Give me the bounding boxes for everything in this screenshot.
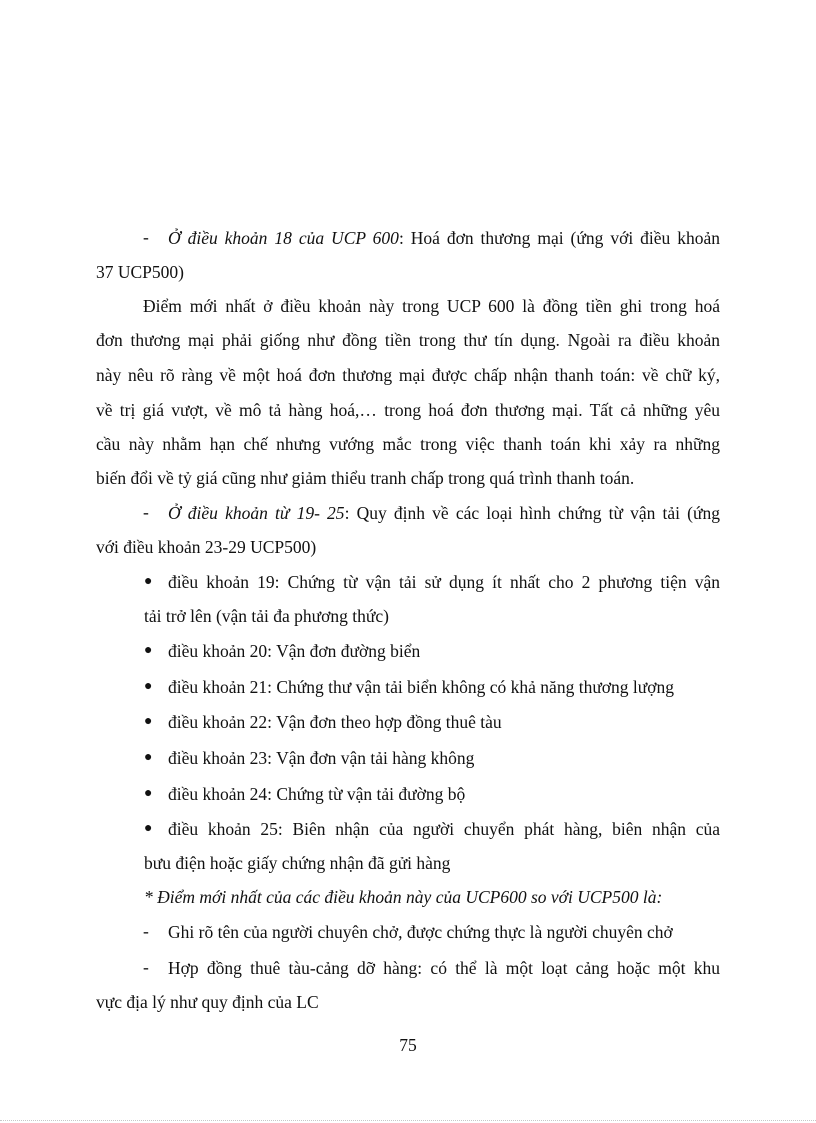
page-bottom-divider	[0, 1120, 816, 1121]
bullet-icon: ●	[144, 574, 153, 589]
bullet-icon: ●	[144, 786, 153, 801]
articles-19-25-heading-line	[168, 502, 720, 524]
articles-19-25-lead: Ở điều khoản từ 19- 25	[168, 503, 345, 523]
new-point-charter-party-line-1: Hợp đồng thuê tàu-cảng dỡ hàng: có thể là một loạt cảng hoặc một khu	[168, 958, 720, 978]
new-point-carrier-name: Ghi rõ tên của người chuyên chở, được chứng thực là người chuyên chở	[168, 922, 673, 942]
new-points-note: * Điểm mới nhất của các điều khoản này của UCP600 so với UCP500 là:	[144, 887, 663, 907]
body-line-4: về trị giá vượt, về mô tả hàng hoá,… trong hoá đơn thương mại. Tất cả những yêu	[96, 400, 720, 420]
articles-19-25-line-2: với điều khoản 23-29 UCP500)	[96, 537, 317, 557]
bullet-icon: ●	[144, 714, 153, 729]
article-18-rest: : Hoá đơn thương mại (ứng với điều khoản	[398, 228, 720, 248]
dash-marker: -	[143, 921, 149, 941]
page-number: 75	[399, 1035, 417, 1055]
body-line-6: biến đổi về tỷ giá cũng như giảm thiểu tranh chấp trong quá trình thanh toán.	[96, 468, 635, 488]
body-line-5: cầu này nhằm hạn chế nhưng vướng mắc trong việc thanh toán khi xảy ra những	[96, 434, 720, 454]
bullet-article-25-line-1: điều khoản 25: Biên nhận của người chuyển phát hàng, biên nhận của	[168, 819, 720, 839]
bullet-icon: ●	[144, 679, 153, 694]
bullet-article-19-line-1: điều khoản 19: Chứng từ vận tải sử dụng ít nhất cho 2 phương tiện vận	[168, 572, 720, 592]
bullet-icon: ●	[144, 750, 153, 765]
article-18-heading-line	[168, 227, 720, 249]
bullet-icon: ●	[144, 821, 153, 836]
bullet-article-24: điều khoản 24: Chứng từ vận tải đường bộ	[168, 784, 466, 804]
dash-marker: -	[143, 957, 149, 977]
bullet-article-23: điều khoản 23: Vận đơn vận tải hàng không	[168, 748, 475, 768]
bullet-article-25-line-2: bưu điện hoặc giấy chứng nhận đã gửi hàng	[144, 853, 451, 873]
body-line-2: đơn thương mại phải giống như đồng tiền trong thư tín dụng. Ngoài ra điều khoản	[96, 330, 720, 350]
body-line-3: này nêu rõ ràng về một hoá đơn thương mại được chấp nhận thanh toán: về chữ ký,	[96, 365, 720, 385]
article-18-lead: Ở điều khoản 18 của UCP 600	[168, 228, 399, 248]
article-18-line-2: 37 UCP500)	[96, 262, 184, 282]
new-point-charter-party-line-2: vực địa lý như quy định của LC	[96, 992, 319, 1012]
bullet-article-19-line-2: tải trở lên (vận tải đa phương thức)	[144, 606, 389, 626]
body-line-1: Điểm mới nhất ở điều khoản này trong UCP 600 là đồng tiền ghi trong hoá	[143, 296, 720, 316]
bullet-article-22: điều khoản 22: Vận đơn theo hợp đồng thuê tàu	[168, 712, 502, 732]
bullet-article-20: điều khoản 20: Vận đơn đường biển	[168, 641, 421, 661]
bullet-icon: ●	[144, 643, 153, 658]
articles-19-25-rest: : Quy định về các loại hình chứng từ vận tải (ứng	[344, 503, 720, 523]
dash-marker: -	[143, 227, 149, 247]
dash-marker: -	[143, 502, 149, 522]
bullet-article-21: điều khoản 21: Chứng thư vận tải biển không có khả năng thương lượng	[168, 677, 675, 697]
